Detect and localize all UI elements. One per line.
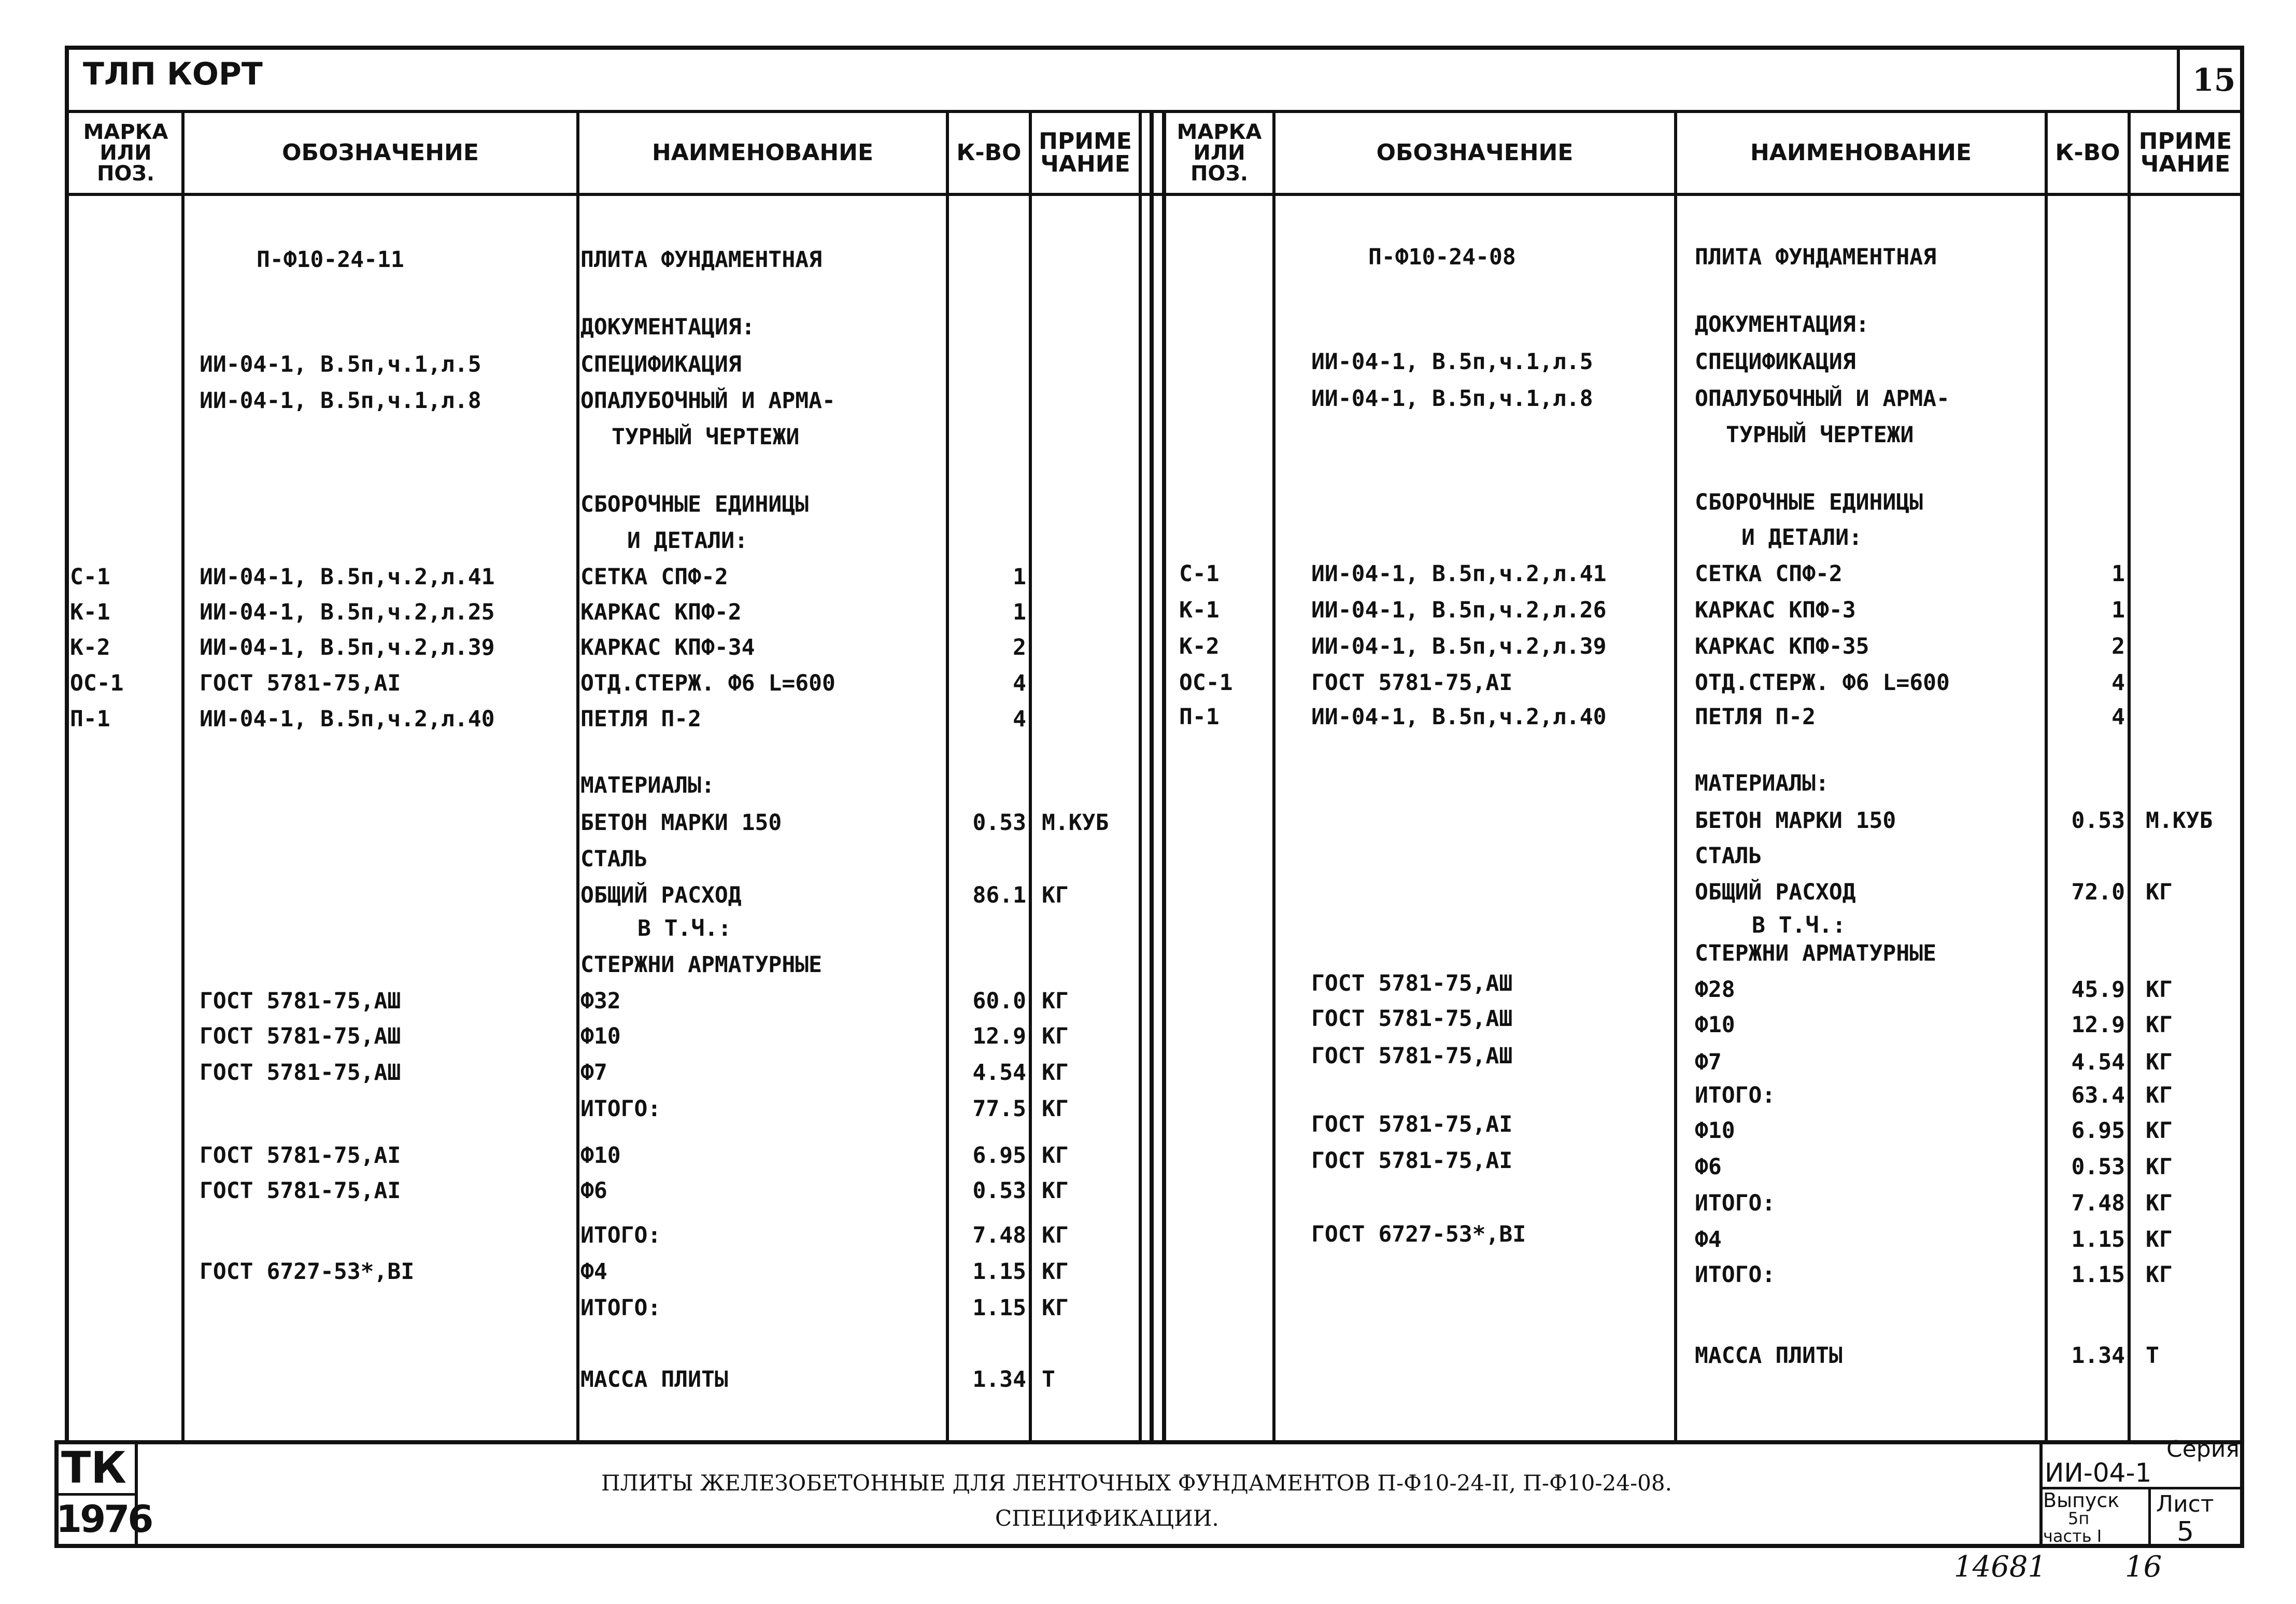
right-name-cell: ОБЩИЙ РАСХОД: [1695, 879, 1856, 905]
left-note-cell: Т: [1042, 1367, 1055, 1392]
left-designation-cell: ИИ-04-1, В.5п,ч.2,л.40: [200, 706, 495, 732]
left-name-cell: ИТОГО:: [580, 1295, 661, 1321]
center-separator-a: [1150, 110, 1154, 1443]
frame-right-line: [2240, 46, 2244, 1548]
sheet-value: 5: [2177, 1516, 2194, 1547]
left-name-cell: Ф10: [580, 1023, 621, 1049]
left-qty-cell: 0.53: [972, 1178, 1026, 1204]
handwritten-archive-number: 14681: [1954, 1550, 2047, 1584]
left-name-cell: ИТОГО:: [580, 1096, 661, 1122]
left-name-cell: БЕТОН МАРКИ 150: [580, 810, 782, 836]
left-qty-cell: 2: [1013, 635, 1026, 660]
left-qty-cell: 4.54: [972, 1060, 1026, 1086]
right-designation-cell: П-Ф10-24-08: [1368, 244, 1516, 270]
right-header-designation: ОБОЗНАЧЕНИЕ: [1376, 139, 1574, 166]
right-mark-cell: П-1: [1179, 704, 1220, 730]
left-col-line-5: [1139, 110, 1142, 1443]
left-note-cell: КГ: [1042, 1023, 1069, 1049]
right-designation-cell: ГОСТ 6727-53*,ВI: [1311, 1221, 1526, 1247]
right-mark-cell: С-1: [1179, 561, 1220, 587]
right-qty-cell: 1.15: [2071, 1227, 2125, 1253]
issue-value: 5п: [2068, 1509, 2090, 1528]
right-note-cell: М.КУБ: [2146, 808, 2213, 834]
left-name-cell: Ф10: [580, 1143, 621, 1169]
left-mark-cell: К-2: [70, 635, 110, 660]
part-value: часть I: [2043, 1526, 2102, 1546]
left-header-mark: МАРКА ИЛИ ПОЗ.: [83, 120, 168, 186]
left-header-qty: К-ВО: [956, 139, 1022, 166]
right-name-cell: ИТОГО:: [1695, 1262, 1776, 1288]
right-name-cell: КАРКАС КПФ-35: [1695, 634, 1869, 659]
right-qty-cell: 12.9: [2071, 1012, 2125, 1038]
right-note-cell: КГ: [2146, 879, 2173, 905]
left-qty-cell: 60.0: [972, 988, 1026, 1014]
left-qty-cell: 6.95: [972, 1143, 1026, 1169]
right-designation-cell: ИИ-04-1, В.5п,ч.1,л.8: [1311, 386, 1593, 412]
right-qty-cell: 4.54: [2071, 1049, 2125, 1075]
left-note-cell: КГ: [1042, 1060, 1069, 1086]
right-header-note: ПРИМЕ ЧАНИЕ: [2138, 128, 2232, 177]
left-designation-cell: ГОСТ 5781-75,АШ: [200, 1023, 401, 1049]
right-mark-cell: К-2: [1179, 634, 1220, 659]
right-name-cell: ИТОГО:: [1695, 1082, 1776, 1108]
left-header-note: ПРИМЕ ЧАНИЕ: [1039, 128, 1132, 177]
right-name-cell: Ф10: [1695, 1012, 1735, 1038]
left-name-cell: СТЕРЖНИ АРМАТУРНЫЕ: [580, 952, 822, 978]
org-stamp: ТК: [61, 1442, 126, 1493]
left-qty-cell: 1.15: [972, 1259, 1026, 1285]
right-note-cell: КГ: [2146, 1227, 2173, 1253]
left-note-cell: КГ: [1042, 1222, 1069, 1248]
right-note-cell: КГ: [2146, 977, 2173, 1003]
left-header-designation: ОБОЗНАЧЕНИЕ: [282, 139, 479, 166]
left-qty-cell: 4: [1013, 706, 1026, 732]
left-name-cell: ПЕТЛЯ П-2: [580, 706, 701, 732]
right-qty-cell: 1.34: [2071, 1343, 2125, 1369]
right-name-cell: Ф7: [1695, 1049, 1722, 1075]
left-qty-cell: 0.53: [972, 810, 1026, 836]
left-designation-cell: П-Ф10-24-11: [257, 247, 404, 273]
right-name-cell: СБОРОЧНЫЕ ЕДИНИЦЫ: [1695, 489, 1923, 515]
drawing-title-line-2: СПЕЦИФИКАЦИИ.: [995, 1505, 1219, 1531]
left-name-cell: СТАЛЬ: [580, 846, 648, 872]
right-note-cell: КГ: [2146, 1012, 2173, 1038]
right-name-cell: КАРКАС КПФ-3: [1695, 597, 1856, 623]
right-designation-cell: ГОСТ 5781-75,АШ: [1311, 1006, 1513, 1032]
right-name-cell: И ДЕТАЛИ:: [1741, 525, 1862, 551]
title-block-top-line: [54, 1440, 2244, 1444]
right-note-cell: КГ: [2146, 1190, 2173, 1216]
left-designation-cell: ГОСТ 5781-75,АI: [200, 1143, 401, 1169]
frame-left-line: [65, 46, 69, 1443]
left-name-cell: Ф6: [580, 1178, 607, 1204]
right-designation-cell: ИИ-04-1, В.5п,ч.2,л.39: [1311, 634, 1607, 659]
left-name-cell: И ДЕТАЛИ:: [627, 528, 748, 554]
left-name-cell: ОТД.СТЕРЖ. Ф6 L=600: [580, 670, 835, 696]
left-qty-cell: 1: [1013, 599, 1026, 625]
frame-top-line: [65, 46, 2244, 50]
right-qty-cell: 1: [2111, 561, 2125, 587]
right-name-cell: Ф4: [1695, 1227, 1722, 1253]
right-qty-cell: 63.4: [2071, 1082, 2125, 1108]
org-year-divider: [54, 1493, 137, 1496]
right-note-cell: КГ: [2146, 1049, 2173, 1075]
series-cell-left-line: [2039, 1440, 2043, 1548]
left-header-name: НАИМЕНОВАНИЕ: [651, 139, 874, 166]
left-name-cell: Ф7: [580, 1060, 607, 1086]
right-name-cell: ПЕТЛЯ П-2: [1695, 704, 1816, 730]
right-qty-cell: 1: [2111, 597, 2125, 623]
left-col-line-1: [181, 110, 185, 1443]
handwritten-sheet-number: 16: [2125, 1550, 2162, 1584]
center-separator-b: [1162, 110, 1166, 1443]
sheet-label: Лист: [2156, 1491, 2214, 1517]
right-qty-cell: 2: [2111, 634, 2125, 659]
right-designation-cell: ИИ-04-1, В.5п,ч.1,л.5: [1311, 349, 1593, 375]
left-designation-cell: ИИ-04-1, В.5п,ч.2,л.39: [200, 635, 495, 660]
right-designation-cell: ГОСТ 5781-75,АШ: [1311, 970, 1513, 996]
right-note-cell: Т: [2146, 1343, 2159, 1369]
left-name-cell: СБОРОЧНЫЕ ЕДИНИЦЫ: [580, 491, 809, 517]
right-name-cell: СПЕЦИФИКАЦИЯ: [1695, 349, 1856, 375]
left-name-cell: МАТЕРИАЛЫ:: [580, 772, 715, 798]
right-col-line-4: [2128, 110, 2131, 1443]
right-col-line-1: [1272, 110, 1275, 1443]
left-designation-cell: ГОСТ 5781-75,АI: [200, 1178, 401, 1204]
right-note-cell: КГ: [2146, 1262, 2173, 1288]
issue-sheet-divider: [2148, 1487, 2151, 1548]
left-name-cell: СЕТКА СПФ-2: [580, 564, 728, 590]
frame-bottom-line: [54, 1544, 2244, 1548]
right-note-cell: КГ: [2146, 1082, 2173, 1108]
left-name-cell: ТУРНЫЙ ЧЕРТЕЖИ: [612, 424, 800, 450]
left-name-cell: Ф32: [580, 988, 621, 1014]
right-qty-cell: 6.95: [2071, 1118, 2125, 1144]
right-designation-cell: ГОСТ 5781-75,АI: [1311, 1148, 1513, 1174]
right-qty-cell: 7.48: [2071, 1190, 2125, 1216]
left-name-cell: ОПАЛУБОЧНЫЙ И АРМА-: [580, 388, 835, 414]
right-designation-cell: ГОСТ 5781-75,АШ: [1311, 1043, 1513, 1069]
right-name-cell: СЕТКА СПФ-2: [1695, 561, 1843, 587]
left-note-cell: КГ: [1042, 1096, 1069, 1122]
right-designation-cell: ГОСТ 5781-75,АI: [1311, 1111, 1513, 1137]
left-name-cell: ДОКУМЕНТАЦИЯ:: [580, 314, 755, 340]
left-name-cell: КАРКАС КПФ-2: [580, 599, 742, 625]
right-qty-cell: 0.53: [2071, 1154, 2125, 1180]
title-strip-line: [65, 110, 2244, 113]
left-qty-cell: 1.34: [972, 1367, 1026, 1392]
left-name-cell: ПЛИТА ФУНДАМЕНТНАЯ: [580, 247, 822, 273]
right-designation-cell: ИИ-04-1, В.5п,ч.2,л.26: [1311, 597, 1607, 623]
right-header-mark: МАРКА ИЛИ ПОЗ.: [1177, 120, 1262, 186]
right-name-cell: СТАЛЬ: [1695, 843, 1762, 869]
page-number-divider: [2177, 46, 2180, 111]
left-name-cell: В Т.Ч.:: [637, 916, 732, 941]
left-name-cell: КАРКАС КПФ-34: [580, 635, 755, 660]
right-name-cell: ОПАЛУБОЧНЫЙ И АРМА-: [1695, 386, 1950, 412]
drawing-title-line-1: ПЛИТЫ ЖЕЛЕЗОБЕТОННЫЕ ДЛЯ ЛЕНТОЧНЫХ ФУНДАМЕНТОВ П-Ф10-24-II, П-Ф10-24-08.: [601, 1470, 1672, 1496]
header-row-line: [65, 193, 2244, 196]
left-note-cell: КГ: [1042, 882, 1069, 908]
left-qty-cell: 12.9: [972, 1023, 1026, 1049]
left-name-cell: Ф4: [580, 1259, 607, 1285]
right-name-cell: МАТЕРИАЛЫ:: [1695, 770, 1829, 796]
left-qty-cell: 4: [1013, 670, 1026, 696]
right-mark-cell: К-1: [1179, 597, 1220, 623]
right-name-cell: Ф10: [1695, 1118, 1735, 1144]
left-designation-cell: ГОСТ 5781-75,АШ: [200, 988, 401, 1014]
right-name-cell: Ф28: [1695, 977, 1735, 1003]
left-note-cell: КГ: [1042, 1178, 1069, 1204]
left-qty-cell: 1: [1013, 564, 1026, 590]
left-col-line-4: [1029, 110, 1032, 1443]
series-label: Серия: [2166, 1436, 2240, 1462]
right-designation-cell: ИИ-04-1, В.5п,ч.2,л.41: [1311, 561, 1607, 587]
left-qty-cell: 7.48: [972, 1222, 1026, 1248]
right-col-line-2: [1674, 110, 1677, 1443]
left-designation-cell: ГОСТ 5781-75,АI: [200, 670, 401, 696]
right-name-cell: Ф6: [1695, 1154, 1722, 1180]
left-designation-cell: ГОСТ 5781-75,АШ: [200, 1060, 401, 1086]
right-note-cell: КГ: [2146, 1154, 2173, 1180]
left-col-line-2: [576, 110, 579, 1443]
left-note-cell: КГ: [1042, 1295, 1069, 1321]
left-designation-cell: ИИ-04-1, В.5п,ч.2,л.41: [200, 564, 495, 590]
right-name-cell: ИТОГО:: [1695, 1190, 1776, 1216]
left-mark-cell: ОС-1: [70, 670, 124, 696]
right-name-cell: БЕТОН МАРКИ 150: [1695, 808, 1896, 834]
left-qty-cell: 86.1: [972, 882, 1026, 908]
right-qty-cell: 1.15: [2071, 1262, 2125, 1288]
right-header-name: НАИМЕНОВАНИЕ: [1750, 139, 1972, 166]
right-name-cell: ОТД.СТЕРЖ. Ф6 L=600: [1695, 670, 1950, 696]
right-mark-cell: ОС-1: [1179, 670, 1233, 696]
left-name-cell: ИТОГО:: [580, 1222, 661, 1248]
right-header-qty: К-ВО: [2055, 139, 2120, 166]
right-name-cell: ПЛИТА ФУНДАМЕНТНАЯ: [1695, 244, 1936, 270]
right-name-cell: СТЕРЖНИ АРМАТУРНЫЕ: [1695, 940, 1936, 966]
page-number: 15: [2192, 62, 2236, 99]
right-note-cell: КГ: [2146, 1118, 2173, 1144]
series-value: ИИ-04-1: [2045, 1458, 2152, 1488]
left-qty-cell: 77.5: [972, 1096, 1026, 1122]
issue-label: Выпуск: [2043, 1489, 2120, 1512]
sheet-title: ТЛП КОРТ: [83, 56, 263, 92]
right-name-cell: В Т.Ч.:: [1752, 912, 1846, 938]
left-mark-cell: С-1: [70, 564, 110, 590]
right-qty-cell: 0.53: [2071, 808, 2125, 834]
left-name-cell: МАССА ПЛИТЫ: [580, 1367, 728, 1392]
left-name-cell: СПЕЦИФИКАЦИЯ: [580, 351, 742, 377]
right-qty-cell: 4: [2111, 704, 2125, 730]
right-designation-cell: ГОСТ 5781-75,АI: [1311, 670, 1513, 696]
left-note-cell: КГ: [1042, 1143, 1069, 1169]
left-note-cell: М.КУБ: [1042, 810, 1109, 836]
left-designation-cell: ГОСТ 6727-53*,ВI: [200, 1259, 415, 1285]
right-name-cell: ДОКУМЕНТАЦИЯ:: [1695, 312, 1869, 337]
left-designation-cell: ИИ-04-1, В.5п,ч.2,л.25: [200, 599, 495, 625]
right-designation-cell: ИИ-04-1, В.5п,ч.2,л.40: [1311, 704, 1607, 730]
left-qty-cell: 1.15: [972, 1295, 1026, 1321]
right-name-cell: ТУРНЫЙ ЧЕРТЕЖИ: [1726, 422, 1914, 448]
left-name-cell: ОБЩИЙ РАСХОД: [580, 882, 742, 908]
right-qty-cell: 4: [2111, 670, 2125, 696]
left-designation-cell: ИИ-04-1, В.5п,ч.1,л.5: [200, 351, 481, 377]
left-designation-cell: ИИ-04-1, В.5п,ч.1,л.8: [200, 388, 481, 414]
left-note-cell: КГ: [1042, 1259, 1069, 1285]
year-stamp: 1976: [56, 1497, 152, 1541]
right-qty-cell: 45.9: [2071, 977, 2125, 1003]
right-qty-cell: 72.0: [2071, 879, 2125, 905]
left-mark-cell: П-1: [70, 706, 110, 732]
left-note-cell: КГ: [1042, 988, 1069, 1014]
right-name-cell: МАССА ПЛИТЫ: [1695, 1343, 1843, 1369]
left-mark-cell: К-1: [70, 599, 110, 625]
